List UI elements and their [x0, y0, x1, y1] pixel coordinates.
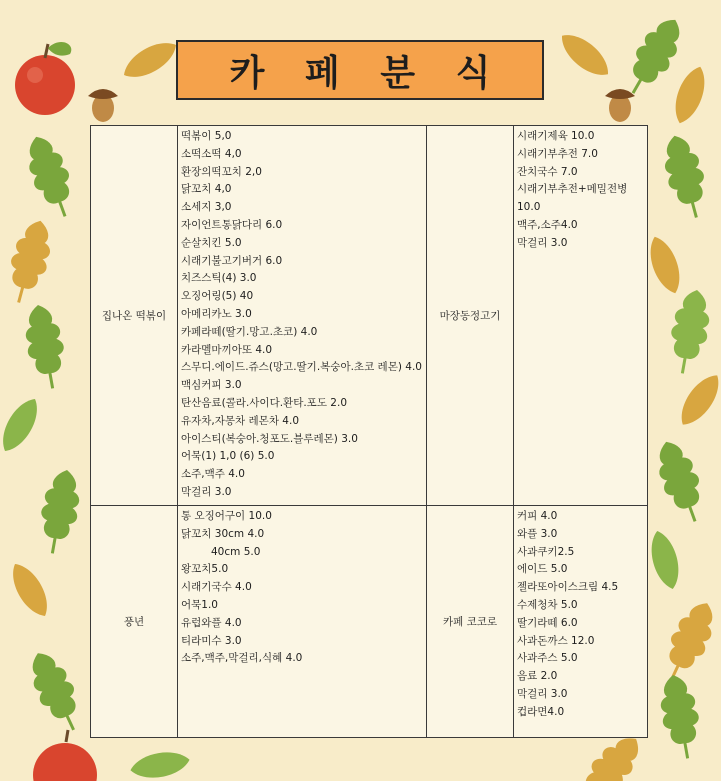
list-item: 유자차,자몽차 레몬차 4.0: [181, 414, 299, 427]
list-item: 치즈스틱(4) 3.0: [181, 272, 257, 285]
list-item: 10.0: [517, 201, 541, 214]
list-item: 잔치국수 7.0: [517, 165, 578, 178]
acorn-icon: [88, 89, 118, 122]
list-item: 딸기라떼 6.0: [517, 616, 578, 629]
list-item: 스무디.에이드.쥬스(망고.딸기.복숭아.초코 레몬) 4.0: [181, 361, 422, 374]
shop-name: 카페 코코로: [427, 506, 514, 738]
page-title: 카 페 분 식: [229, 52, 505, 94]
shop-name: 마장동정고기: [427, 126, 514, 506]
list-item: 티라미수 3.0: [181, 634, 242, 647]
list-item: 젤라또아이스크림 4.5: [517, 581, 619, 594]
list-item: 어묵(1) 1,0 (6) 5.0: [181, 450, 275, 463]
list-item: 왕꼬치5.0: [181, 563, 229, 576]
list-item: 소세지 3,0: [181, 201, 232, 214]
list-item: 막걸리 3.0: [181, 485, 232, 498]
list-item: 소주,맥주 4.0: [181, 468, 245, 481]
table-row: [91, 126, 648, 506]
list-item: 사과주스 5.0: [517, 652, 578, 665]
list-item: 아이스티(복숭아.청포도.블루레몬) 3.0: [181, 432, 358, 445]
menu-list: [178, 506, 427, 738]
table-row: [91, 506, 648, 738]
list-item: 소주,맥주,막걸리,식혜 4.0: [181, 652, 303, 665]
title-banner: [176, 40, 544, 100]
list-item: 맥주,소주4.0: [517, 218, 578, 231]
list-item: 순살치킨 5.0: [181, 236, 242, 249]
apple-icon: [15, 42, 75, 115]
acorn-icon: [605, 89, 635, 122]
list-item: 환장의떡꼬치 2,0: [181, 165, 262, 178]
list-item: 어묵1.0: [181, 598, 218, 611]
list-item: 통 오징어구이 10.0: [181, 510, 272, 522]
list-item: 커피 4.0: [517, 510, 558, 522]
list-item: 자이언트통닭다리 6.0: [181, 218, 283, 231]
list-item: 떡볶이 5,0: [181, 130, 232, 142]
list-item: 오징어링(5) 40: [181, 290, 254, 303]
list-item: 닭꼬치 30cm 4.0: [181, 527, 265, 540]
list-item: 아메리카노 3.0: [181, 307, 252, 320]
list-item: 닭꼬치 4,0: [181, 183, 232, 196]
menu-table: [90, 125, 648, 738]
list-item: 시래기제육 10.0: [517, 130, 595, 142]
list-item: 와플 3.0: [517, 527, 558, 540]
list-item: 막걸리 3.0: [517, 687, 568, 700]
list-item: 카라멜마끼아또 4.0: [181, 343, 273, 356]
list-item: 막걸리 3.0: [517, 236, 568, 249]
list-item: 유럽와플 4.0: [181, 616, 242, 629]
list-item: 40cm 5.0: [211, 545, 261, 558]
menu-list: [178, 126, 427, 506]
list-item: 시래기부추전+메밀전병: [517, 183, 628, 196]
menu-list: [514, 126, 648, 506]
apple-icon: [33, 730, 97, 781]
list-item: 시래기국수 4.0: [181, 581, 252, 594]
list-item: 사과돈까스 12.0: [517, 634, 595, 647]
list-item: 시래기부추전 7.0: [517, 147, 598, 160]
shop-name: 풍년: [91, 506, 178, 738]
list-item: 탄산음료(콜라.사이다.환타.포도 2.0: [181, 396, 348, 409]
list-item: 음료 2.0: [517, 670, 558, 683]
list-item: 에이드 5.0: [517, 563, 568, 576]
list-item: 수제청차 5.0: [517, 598, 578, 611]
menu-list: [514, 506, 648, 738]
list-item: 사과쿠키2.5: [517, 545, 575, 558]
list-item: 맥심커피 3.0: [181, 379, 242, 392]
list-item: 소떡소떡 4,0: [181, 147, 242, 160]
shop-name: 집나온 떡볶이: [91, 126, 178, 506]
list-item: 컵라면4.0: [517, 705, 565, 718]
list-item: 시래기불고기버거 6.0: [181, 254, 283, 267]
list-item: 카페라떼(딸기.망고.초코) 4.0: [181, 325, 318, 338]
